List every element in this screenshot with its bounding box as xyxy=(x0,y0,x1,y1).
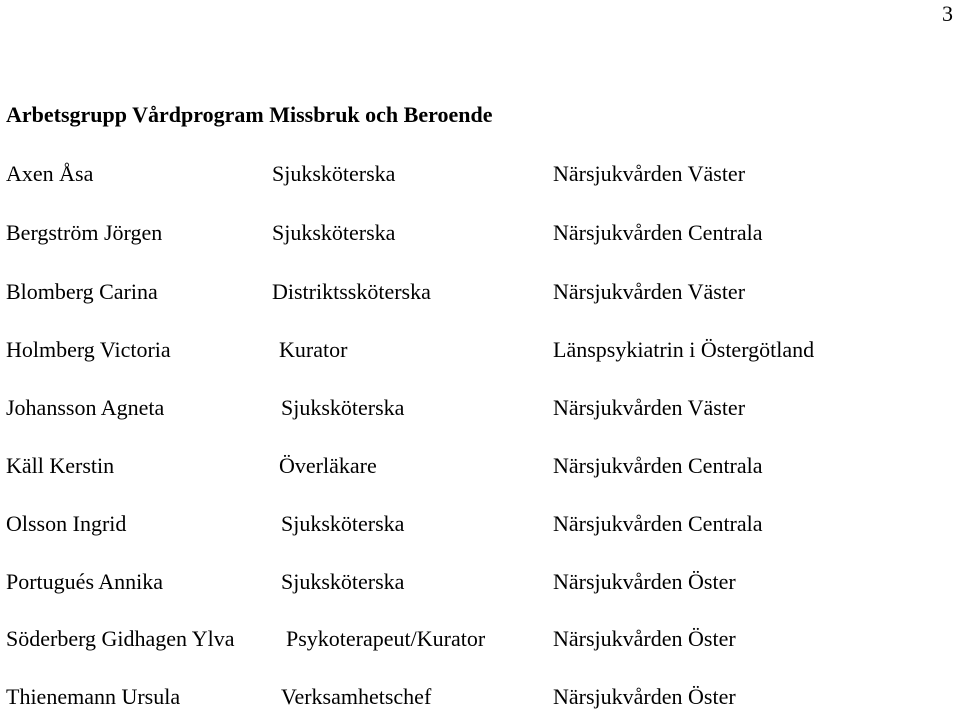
member-row xyxy=(0,395,959,425)
member-row xyxy=(0,220,959,250)
member-name: Holmberg Victoria xyxy=(6,337,171,362)
member-row xyxy=(0,279,959,309)
member-role: Kurator xyxy=(279,337,348,362)
member-role: Sjuksköterska xyxy=(272,161,396,186)
member-name: Olsson Ingrid xyxy=(6,511,127,536)
member-role: Verksamhetschef xyxy=(281,684,432,709)
member-row xyxy=(0,626,959,656)
member-unit: Närsjukvården Öster xyxy=(553,684,736,709)
member-role: Sjuksköterska xyxy=(272,220,396,245)
member-unit: Närsjukvården Väster xyxy=(553,279,746,304)
member-row xyxy=(0,161,959,191)
member-role: Sjuksköterska xyxy=(281,511,405,536)
member-role: Distriktssköterska xyxy=(272,279,431,304)
document-heading: Arbetsgrupp Vårdprogram Missbruk och Beroende xyxy=(6,102,493,127)
member-row xyxy=(0,337,959,367)
member-name: Blomberg Carina xyxy=(6,279,158,304)
member-name: Bergström Jörgen xyxy=(6,220,163,245)
member-role: Psykoterapeut/Kurator xyxy=(286,626,486,651)
member-role: Överläkare xyxy=(279,453,377,478)
member-role: Sjuksköterska xyxy=(281,569,405,594)
member-name: Thienemann Ursula xyxy=(6,684,181,709)
member-name: Johansson Agneta xyxy=(6,395,165,420)
member-name: Axen Åsa xyxy=(6,161,94,186)
member-unit: Närsjukvården Centrala xyxy=(553,220,763,245)
page-number: 3 xyxy=(942,1,953,26)
member-row xyxy=(0,453,959,483)
member-unit: Närsjukvården Centrala xyxy=(553,453,763,478)
member-name: Portugués Annika xyxy=(6,569,164,594)
member-unit: Närsjukvården Väster xyxy=(553,395,746,420)
member-role: Sjuksköterska xyxy=(281,395,405,420)
member-name: Söderberg Gidhagen Ylva xyxy=(6,626,235,651)
member-unit: Närsjukvården Väster xyxy=(553,161,746,186)
member-row xyxy=(0,684,959,714)
member-row xyxy=(0,511,959,541)
member-unit: Länspsykiatrin i Östergötland xyxy=(553,337,815,362)
member-unit: Närsjukvården Centrala xyxy=(553,511,763,536)
member-name: Käll Kerstin xyxy=(6,453,115,478)
member-unit: Närsjukvården Öster xyxy=(553,569,736,594)
member-row xyxy=(0,569,959,599)
member-unit: Närsjukvården Öster xyxy=(553,626,736,651)
